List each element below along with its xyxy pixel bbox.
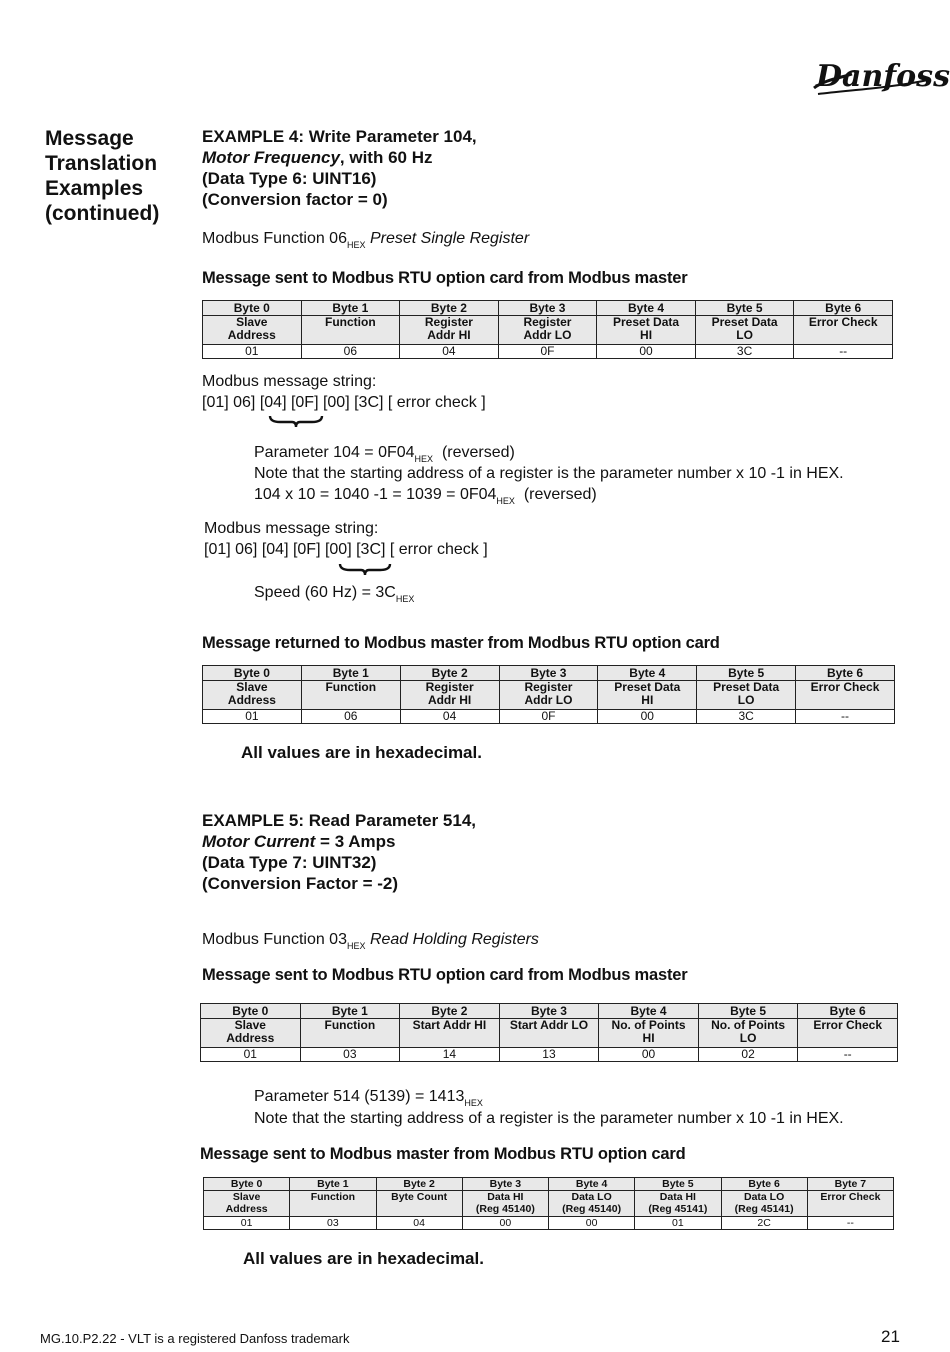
field-label-line: Slave: [236, 680, 268, 694]
byte-header-cell: Byte 4: [597, 301, 696, 316]
field-label-cell: [549, 1191, 635, 1217]
byte-value-cell: 0F: [499, 710, 598, 724]
example4-sent-heading: Message sent to Modbus RTU option card from Modbus master: [202, 269, 688, 287]
field-label-cell: [400, 1019, 500, 1048]
field-label-line: Preset Data: [613, 315, 680, 329]
example4-calc-line: [254, 484, 597, 507]
field-label-cell: [598, 681, 697, 710]
field-label-cell: [290, 1191, 376, 1217]
byte-value-cell: 03: [290, 1217, 376, 1230]
field-label-cell: [498, 316, 597, 345]
byte-value-cell: 04: [376, 1217, 462, 1230]
byte-value-cell: 00: [597, 345, 696, 359]
section-title-line: Translation: [45, 152, 158, 175]
title-text: EXAMPLE 4: Write Parameter 104,: [202, 127, 477, 146]
byte-value-cell: 01: [203, 345, 302, 359]
field-label-line: Register: [523, 315, 572, 329]
byte-header-cell: Byte 5: [635, 1178, 721, 1191]
field-label-line: Register: [524, 680, 573, 694]
table-value-row: [203, 710, 895, 724]
byte-header-cell: Byte 3: [499, 1004, 599, 1019]
byte-header-cell: Byte 0: [204, 1178, 290, 1191]
title-line: [202, 852, 476, 873]
field-label-line: Start Addr HI: [412, 1018, 487, 1032]
field-label-line: Error Check: [808, 315, 878, 329]
field-label-line: Slave: [236, 315, 268, 329]
field-label-line: Addr HI: [427, 693, 472, 707]
title-text: EXAMPLE 5: Read Parameter 514,: [202, 811, 477, 830]
field-label-line: Start Addr LO: [509, 1018, 589, 1032]
byte-header-cell: Byte 4: [549, 1178, 635, 1191]
byte-header-cell: Byte 0: [203, 666, 302, 681]
example5-sent-table: [200, 1003, 898, 1062]
title-text: (Conversion factor = 0): [202, 190, 388, 209]
byte-header-cell: Byte 1: [300, 1004, 400, 1019]
byte-value-cell: 01: [204, 1217, 290, 1230]
example4-param-line: [254, 442, 515, 465]
title-line: [202, 810, 476, 831]
byte-value-cell: 01: [201, 1048, 301, 1062]
section-title-line: Examples: [45, 177, 144, 200]
field-label-line: (Reg 45141): [734, 1203, 794, 1215]
byte-header-cell: Byte 2: [400, 1004, 500, 1019]
title-text: (Conversion Factor = -2): [202, 874, 399, 893]
hex-subscript: HEX: [464, 1098, 483, 1108]
field-label-line: Addr HI: [427, 328, 471, 342]
byte-value-cell: 02: [698, 1048, 798, 1062]
byte-header-cell: Byte 4: [599, 1004, 699, 1019]
param-text: Parameter 514 (5139) = 1413: [254, 1088, 465, 1105]
byte-value-cell: 00: [599, 1048, 699, 1062]
example4-string2-label: Modbus message string:: [204, 520, 379, 537]
field-label-line: Function: [310, 1191, 356, 1203]
field-label-line: Register: [424, 315, 473, 329]
byte-value-cell: 3C: [697, 710, 796, 724]
field-label-line: LO: [739, 1031, 757, 1045]
field-label-line: (Reg 45140): [562, 1203, 622, 1215]
byte-header-cell: Byte 2: [400, 301, 499, 316]
byte-header-cell: Byte 5: [695, 301, 794, 316]
field-label-line: Data HI: [659, 1191, 696, 1203]
field-label-line: Data LO: [571, 1191, 612, 1203]
title-line: [202, 126, 477, 147]
field-label-line: LO: [737, 693, 755, 707]
field-label-cell: [300, 1019, 400, 1048]
title-line: [202, 189, 477, 210]
example4-function: [202, 229, 529, 250]
field-label-line: HI: [642, 1031, 655, 1045]
field-label-cell: [462, 1191, 548, 1217]
field-label-line: Preset Data: [713, 680, 780, 694]
field-label-line: HI: [641, 693, 654, 707]
function-name: Preset Single Register: [369, 230, 530, 247]
field-label-line: Addr LO: [523, 328, 572, 342]
title-text: (Data Type 7: UINT32): [202, 853, 377, 872]
field-label-cell: [599, 1019, 699, 1048]
byte-value-cell: --: [807, 1217, 893, 1230]
table-label-row: [204, 1191, 894, 1217]
table-header-row: [203, 301, 893, 316]
field-label-line: Register: [425, 680, 474, 694]
table-label-row: [201, 1019, 898, 1048]
byte-value-cell: 01: [635, 1217, 721, 1230]
field-label-cell: [695, 316, 794, 345]
title-text: , with 60 Hz: [339, 148, 433, 167]
example4-note-line: Note that the starting address of a register is the parameter number x 10 -1 in HEX.: [254, 465, 844, 482]
title-line: [202, 831, 476, 852]
field-label-cell: [201, 1019, 301, 1048]
param-text: Parameter 104 = 0F04: [254, 444, 415, 461]
byte-header-cell: Byte 2: [400, 666, 499, 681]
field-label-line: Address: [227, 328, 276, 342]
field-label-line: No. of Points: [711, 1018, 786, 1032]
byte-value-cell: 13: [499, 1048, 599, 1062]
byte-header-cell: Byte 5: [697, 666, 796, 681]
calc-text: 104 x 10 = 1040 -1 = 1039 = 0F04: [254, 486, 497, 503]
field-label-cell: [301, 316, 400, 345]
table-header-row: [204, 1178, 894, 1191]
field-label-line: Preset Data: [711, 315, 778, 329]
field-label-line: No. of Points: [611, 1018, 686, 1032]
param-suffix: (reversed): [433, 444, 515, 461]
field-label-line: Data LO: [743, 1191, 785, 1203]
field-label-cell: [203, 316, 302, 345]
hex-subscript: HEX: [346, 240, 366, 250]
function-code: Modbus Function 06: [202, 230, 347, 247]
example4-returned-heading: Message returned to Modbus master from Modbus RTU option card: [202, 634, 720, 652]
page-number: 21: [881, 1327, 900, 1346]
field-label-line: Address: [225, 1203, 268, 1215]
byte-value-cell: 04: [400, 345, 499, 359]
field-label-cell: [697, 681, 796, 710]
byte-value-cell: 01: [203, 710, 302, 724]
byte-value-cell: 06: [301, 345, 400, 359]
field-label-line: Addr LO: [524, 693, 573, 707]
speed-text: Speed (60 Hz) = 3C: [254, 584, 396, 601]
field-label-line: Error Check: [813, 1018, 883, 1032]
field-label-line: Function: [325, 680, 377, 694]
example5-hex-note: All values are in hexadecimal.: [243, 1249, 484, 1268]
field-label-cell: [400, 681, 499, 710]
svg-text:Danfoss: Danfoss: [816, 59, 950, 94]
title-line: [202, 147, 477, 168]
field-label-line: HI: [640, 328, 653, 342]
example4-returned-table: [202, 665, 895, 724]
field-label-line: Address: [226, 1031, 275, 1045]
byte-header-cell: Byte 7: [807, 1178, 893, 1191]
field-label-cell: [807, 1191, 893, 1217]
byte-header-cell: Byte 6: [721, 1178, 807, 1191]
field-label-cell: [796, 681, 895, 710]
section-title-line: (continued): [45, 202, 160, 225]
example4-title: [202, 126, 477, 210]
title-text: = 3 Amps: [315, 832, 396, 851]
field-label-cell: [499, 1019, 599, 1048]
byte-header-cell: Byte 4: [598, 666, 697, 681]
table-header-row: [201, 1004, 898, 1019]
hex-subscript: HEX: [346, 941, 366, 951]
byte-value-cell: 03: [300, 1048, 400, 1062]
table-label-row: [203, 316, 893, 345]
field-label-line: Address: [227, 693, 276, 707]
byte-value-cell: 2C: [721, 1217, 807, 1230]
field-label-line: Error Check: [810, 680, 880, 694]
field-label-cell: [301, 681, 400, 710]
field-label-cell: [376, 1191, 462, 1217]
function-code: Modbus Function 03: [202, 931, 347, 948]
table-value-row: [204, 1217, 894, 1230]
field-label-line: Slave: [232, 1191, 261, 1203]
field-label-line: Error Check: [820, 1191, 881, 1203]
field-label-cell: [635, 1191, 721, 1217]
field-label-line: (Reg 45141): [648, 1203, 708, 1215]
byte-value-cell: 00: [462, 1217, 548, 1230]
byte-value-cell: 06: [301, 710, 400, 724]
title-line: [202, 168, 477, 189]
field-label-line: Function: [324, 1018, 376, 1032]
function-name: Read Holding Registers: [369, 931, 539, 948]
table-header-row: [203, 666, 895, 681]
example5-function: [202, 930, 539, 951]
byte-header-cell: Byte 6: [798, 1004, 898, 1019]
section-title: [45, 126, 159, 226]
byte-value-cell: 0F: [498, 345, 597, 359]
byte-header-cell: Byte 1: [290, 1178, 376, 1191]
field-label-line: Preset Data: [614, 680, 681, 694]
byte-header-cell: Byte 1: [301, 666, 400, 681]
example5-title: [202, 810, 476, 894]
danfoss-logo: [810, 50, 950, 102]
calc-suffix: (reversed): [514, 486, 597, 503]
example4-hex-note: All values are in hexadecimal.: [241, 743, 482, 762]
example4-speed-line: [254, 582, 414, 605]
example4-string2-value: [01] 06] [04] [0F] [00] [3C] [ error check ]: [204, 541, 488, 558]
byte-header-cell: Byte 3: [462, 1178, 548, 1191]
example5-reply-heading: Message sent to Modbus master from Modbus RTU option card: [200, 1145, 686, 1163]
byte-value-cell: --: [796, 710, 895, 724]
brace-icon: [338, 562, 392, 576]
field-label-cell: [698, 1019, 798, 1048]
title-text: (Data Type 6: UINT16): [202, 169, 377, 188]
byte-header-cell: Byte 0: [203, 301, 302, 316]
field-label-cell: [721, 1191, 807, 1217]
field-label-cell: [204, 1191, 290, 1217]
example5-reply-table: [203, 1177, 894, 1230]
byte-value-cell: 14: [400, 1048, 500, 1062]
example4-string-value: [01] 06] [04] [0F] [00] [3C] [ error check ]: [202, 394, 486, 411]
example5-sent-heading: Message sent to Modbus RTU option card from Modbus master: [202, 966, 688, 984]
byte-value-cell: 3C: [695, 345, 794, 359]
byte-header-cell: Byte 2: [376, 1178, 462, 1191]
field-label-cell: [499, 681, 598, 710]
field-label-cell: [597, 316, 696, 345]
field-label-line: (Reg 45140): [475, 1203, 535, 1215]
field-label-line: Byte Count: [391, 1191, 448, 1203]
hex-subscript: HEX: [395, 594, 415, 604]
title-line: [202, 873, 476, 894]
table-value-row: [201, 1048, 898, 1062]
field-label-cell: [794, 316, 893, 345]
field-label-line: LO: [736, 328, 753, 342]
byte-value-cell: 00: [598, 710, 697, 724]
example4-sent-table: [202, 300, 893, 359]
field-label-cell: [203, 681, 302, 710]
byte-header-cell: Byte 3: [498, 301, 597, 316]
example5-param-line: [254, 1086, 483, 1109]
field-label-line: Data HI: [487, 1191, 524, 1203]
title-emphasis: Motor Frequency: [202, 148, 340, 167]
byte-header-cell: Byte 0: [201, 1004, 301, 1019]
byte-value-cell: --: [798, 1048, 898, 1062]
title-emphasis: Motor Current: [202, 832, 316, 851]
byte-header-cell: Byte 1: [301, 301, 400, 316]
example4-string-label: Modbus message string:: [202, 373, 377, 390]
byte-header-cell: Byte 3: [499, 666, 598, 681]
byte-value-cell: 04: [400, 710, 499, 724]
byte-header-cell: Byte 5: [698, 1004, 798, 1019]
brace-icon: [268, 414, 324, 428]
table-value-row: [203, 345, 893, 359]
byte-header-cell: Byte 6: [796, 666, 895, 681]
example5-note-line: Note that the starting address of a register is the parameter number x 10 -1 in HEX.: [254, 1110, 844, 1127]
byte-value-cell: --: [794, 345, 893, 359]
field-label-cell: [400, 316, 499, 345]
hex-subscript: HEX: [414, 454, 434, 464]
hex-subscript: HEX: [496, 496, 515, 506]
section-title-line: Message: [45, 127, 134, 150]
byte-header-cell: Byte 6: [794, 301, 893, 316]
footer-text: MG.10.P2.22 - VLT is a registered Danfoss trademark: [40, 1331, 350, 1346]
table-label-row: [203, 681, 895, 710]
field-label-line: Slave: [234, 1018, 266, 1032]
byte-value-cell: 00: [549, 1217, 635, 1230]
field-label-line: Function: [325, 315, 376, 329]
field-label-cell: [798, 1019, 898, 1048]
